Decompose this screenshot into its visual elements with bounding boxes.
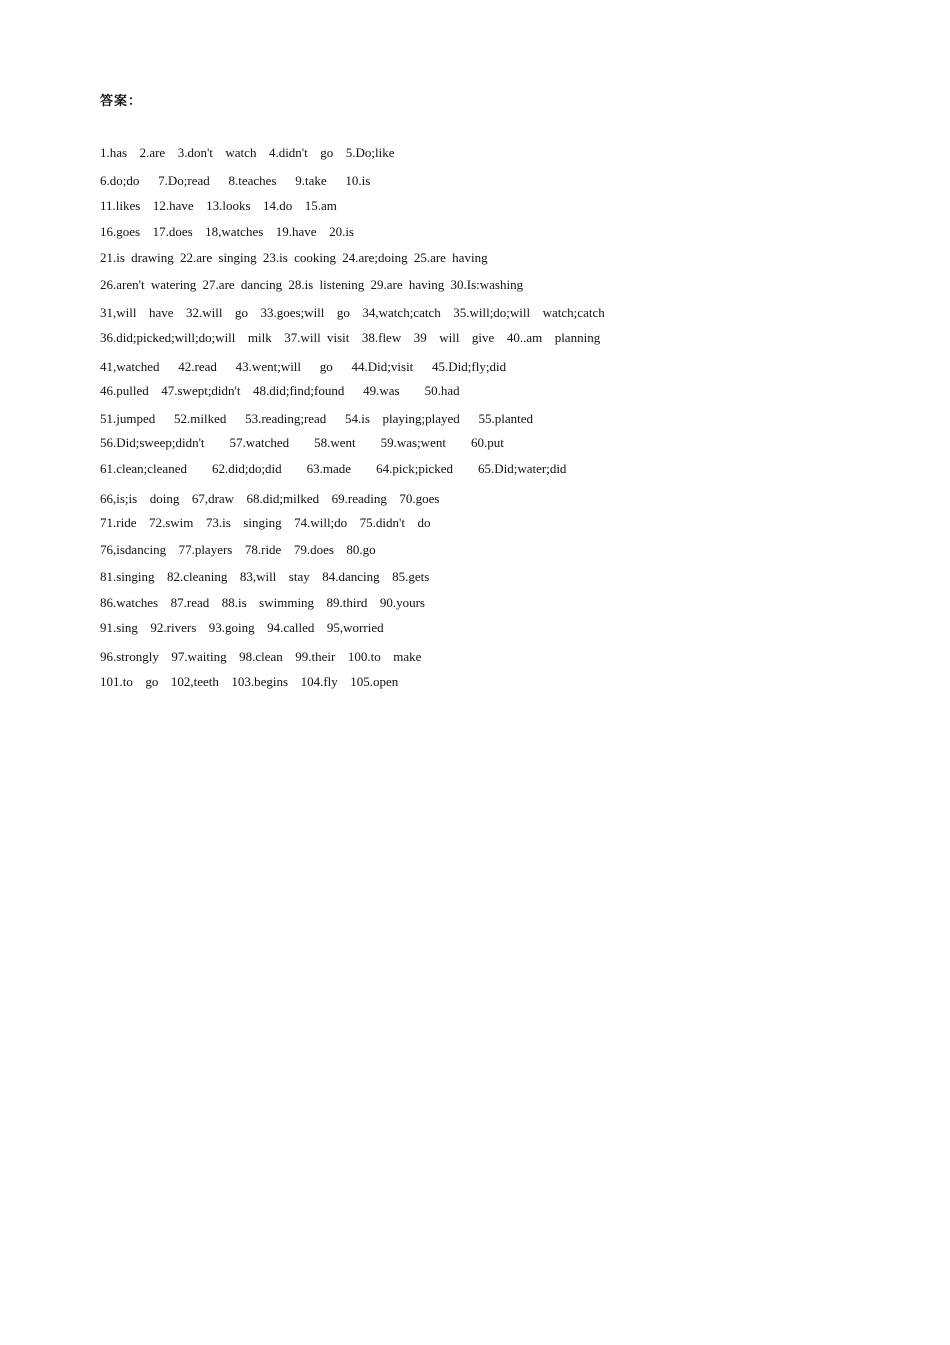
- answer-line-61-65: 61.clean;cleaned 62.did;do;did 63.made 64.pick;picked 65.Did;water;did: [100, 461, 567, 476]
- answers-heading: 答案：: [100, 94, 143, 109]
- answer-line-26-30: 26.aren't watering 27.are dancing 28.is listening 29.are having 30.Is:washing: [100, 277, 524, 292]
- answer-line-1-5: 1.has 2.are 3.don't watch 4.didn't go 5.Do;like: [100, 145, 395, 160]
- answer-line-101-105: 101.to go 102,teeth 103.begins 104.fly 105.open: [100, 674, 399, 689]
- answer-line-46-50: 46.pulled 47.swept;didn't 48.did;find;found 49.was 50.had: [100, 383, 460, 398]
- answer-line-76-80: 76,isdancing 77.players 78.ride 79.does 80.go: [100, 542, 376, 557]
- answer-line-11-15: 11.likes 12.have 13.looks 14.do 15.am: [100, 198, 337, 213]
- answer-line-86-90: 86.watches 87.read 88.is swimming 89.third 90.yours: [100, 595, 425, 610]
- answer-line-56-60: 56.Did;sweep;didn't 57.watched 58.went 59.was;went 60.put: [100, 435, 504, 450]
- answer-line-66-70: 66,is;is doing 67,draw 68.did;milked 69.reading 70.goes: [100, 491, 440, 506]
- answer-line-96-100: 96.strongly 97.waiting 98.clean 99.their 100.to make: [100, 649, 422, 664]
- answer-line-81-85: 81.singing 82.cleaning 83,will stay 84.dancing 85.gets: [100, 569, 430, 584]
- answer-line-16-20: 16.goes 17.does 18,watches 19.have 20.is: [100, 224, 354, 239]
- answer-line-31-35: 31,will have 32.will go 33.goes;will go 34,watch;catch 35.will;do;will watch;catch: [100, 305, 605, 320]
- answer-line-71-75: 71.ride 72.swim 73.is singing 74.will;do 75.didn't do: [100, 515, 431, 530]
- answer-line-36-40: 36.did;picked;will;do;will milk 37.will visit 38.flew 39 will give 40..am planning: [100, 330, 601, 345]
- answer-line-91-95: 91.sing 92.rivers 93.going 94.called 95,worried: [100, 620, 384, 635]
- answer-line-21-25: 21.is drawing 22.are singing 23.is cooking 24.are;doing 25.are having: [100, 250, 488, 265]
- answer-line-6-10: 6.do;do 7.Do;read 8.teaches 9.take 10.is: [100, 173, 371, 188]
- answer-line-41-45: 41,watched 42.read 43.went;will go 44.Did;visit 45.Did;fly;did: [100, 359, 507, 374]
- answer-line-51-55: 51.jumped 52.milked 53.reading;read 54.is playing;played 55.planted: [100, 411, 534, 426]
